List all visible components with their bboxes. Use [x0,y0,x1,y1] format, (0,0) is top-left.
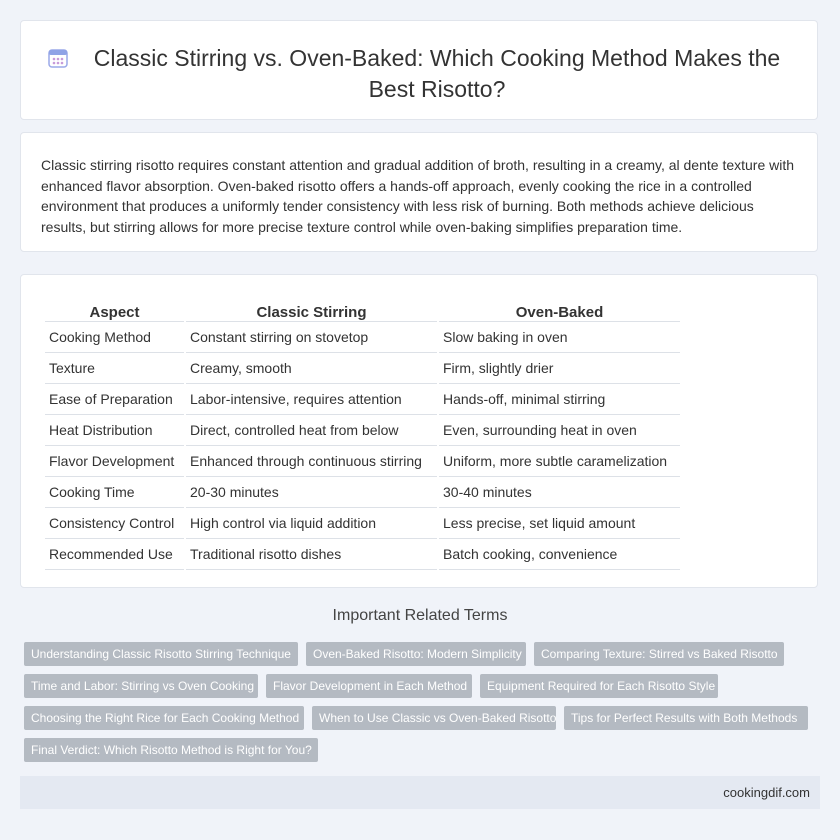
table-row [45,539,680,570]
cell-classic: High control via liquid addition [186,508,437,539]
table-row [45,446,680,477]
related-term-tag[interactable]: Tips for Perfect Results with Both Methods [564,706,808,730]
cell-classic: Enhanced through continuous stirring [186,446,437,477]
table-row [45,415,680,446]
header-classic-stirring: Classic Stirring [186,297,437,322]
page-title: Classic Stirring vs. Oven-Baked: Which Cooking Method Makes the Best Risotto? [93,45,781,102]
related-term-tag[interactable]: Choosing the Right Rice for Each Cooking Method [24,706,304,730]
cell-classic: Constant stirring on stovetop [186,322,437,353]
related-term-tag[interactable]: When to Use Classic vs Oven-Baked Risotto [312,706,556,730]
table-row [45,508,680,539]
calendar-icon [47,47,69,69]
cell-classic: 20-30 minutes [186,477,437,508]
related-term-tag[interactable]: Flavor Development in Each Method [266,674,472,698]
comparison-card [20,274,818,588]
header-card [20,20,818,120]
cell-aspect: Consistency Control [45,508,184,539]
cell-oven: Firm, slightly drier [439,353,680,384]
cell-oven: Slow baking in oven [439,322,680,353]
site-link[interactable]: cookingdif.com [723,785,810,800]
cell-aspect: Cooking Time [45,477,184,508]
table-row [45,384,680,415]
related-term-tag[interactable]: Time and Labor: Stirring vs Oven Cooking [24,674,258,698]
intro-text: Classic stirring risotto requires constant attention and gradual addition of broth, resulting in a creamy, al dente texture with enhanced flavor absorption. Oven-baked risotto offers a hands-off approach, evenly cooking the rice in a controlled environment that produces a uniformly tender consistency with less risk of burning. Both methods achieve delicious results, but stirring allows for more precise texture control while oven-baking simplifies preparation time. [41,157,795,235]
cell-oven: Batch cooking, convenience [439,539,680,570]
related-term-tag[interactable]: Oven-Baked Risotto: Modern Simplicity [306,642,526,666]
cell-classic: Labor-intensive, requires attention [186,384,437,415]
related-term-tag[interactable]: Equipment Required for Each Risotto Style [480,674,718,698]
comparison-table [43,297,682,570]
related-term-tag[interactable]: Understanding Classic Risotto Stirring Technique [24,642,298,666]
cell-classic: Traditional risotto dishes [186,539,437,570]
cell-classic: Creamy, smooth [186,353,437,384]
table-row [45,353,680,384]
cell-aspect: Cooking Method [45,322,184,353]
table-row [45,477,680,508]
cell-oven: 30-40 minutes [439,477,680,508]
related-term-tag[interactable]: Comparing Texture: Stirred vs Baked Risotto [534,642,784,666]
table-row [45,322,680,353]
cell-aspect: Ease of Preparation [45,384,184,415]
cell-oven: Less precise, set liquid amount [439,508,680,539]
cell-oven: Even, surrounding heat in oven [439,415,680,446]
cell-aspect: Texture [45,353,184,384]
intro-card [20,132,818,252]
header-aspect: Aspect [45,297,184,322]
cell-aspect: Recommended Use [45,539,184,570]
table-header-row [45,297,680,322]
cell-aspect: Heat Distribution [45,415,184,446]
cell-oven: Uniform, more subtle caramelization [439,446,680,477]
cell-classic: Direct, controlled heat from below [186,415,437,446]
cell-oven: Hands-off, minimal stirring [439,384,680,415]
related-terms-title: Important Related Terms [332,607,508,624]
header-oven-baked: Oven-Baked [439,297,680,322]
footer [20,776,820,809]
cell-aspect: Flavor Development [45,446,184,477]
related-term-tag[interactable]: Final Verdict: Which Risotto Method is Right for You? [24,738,318,762]
